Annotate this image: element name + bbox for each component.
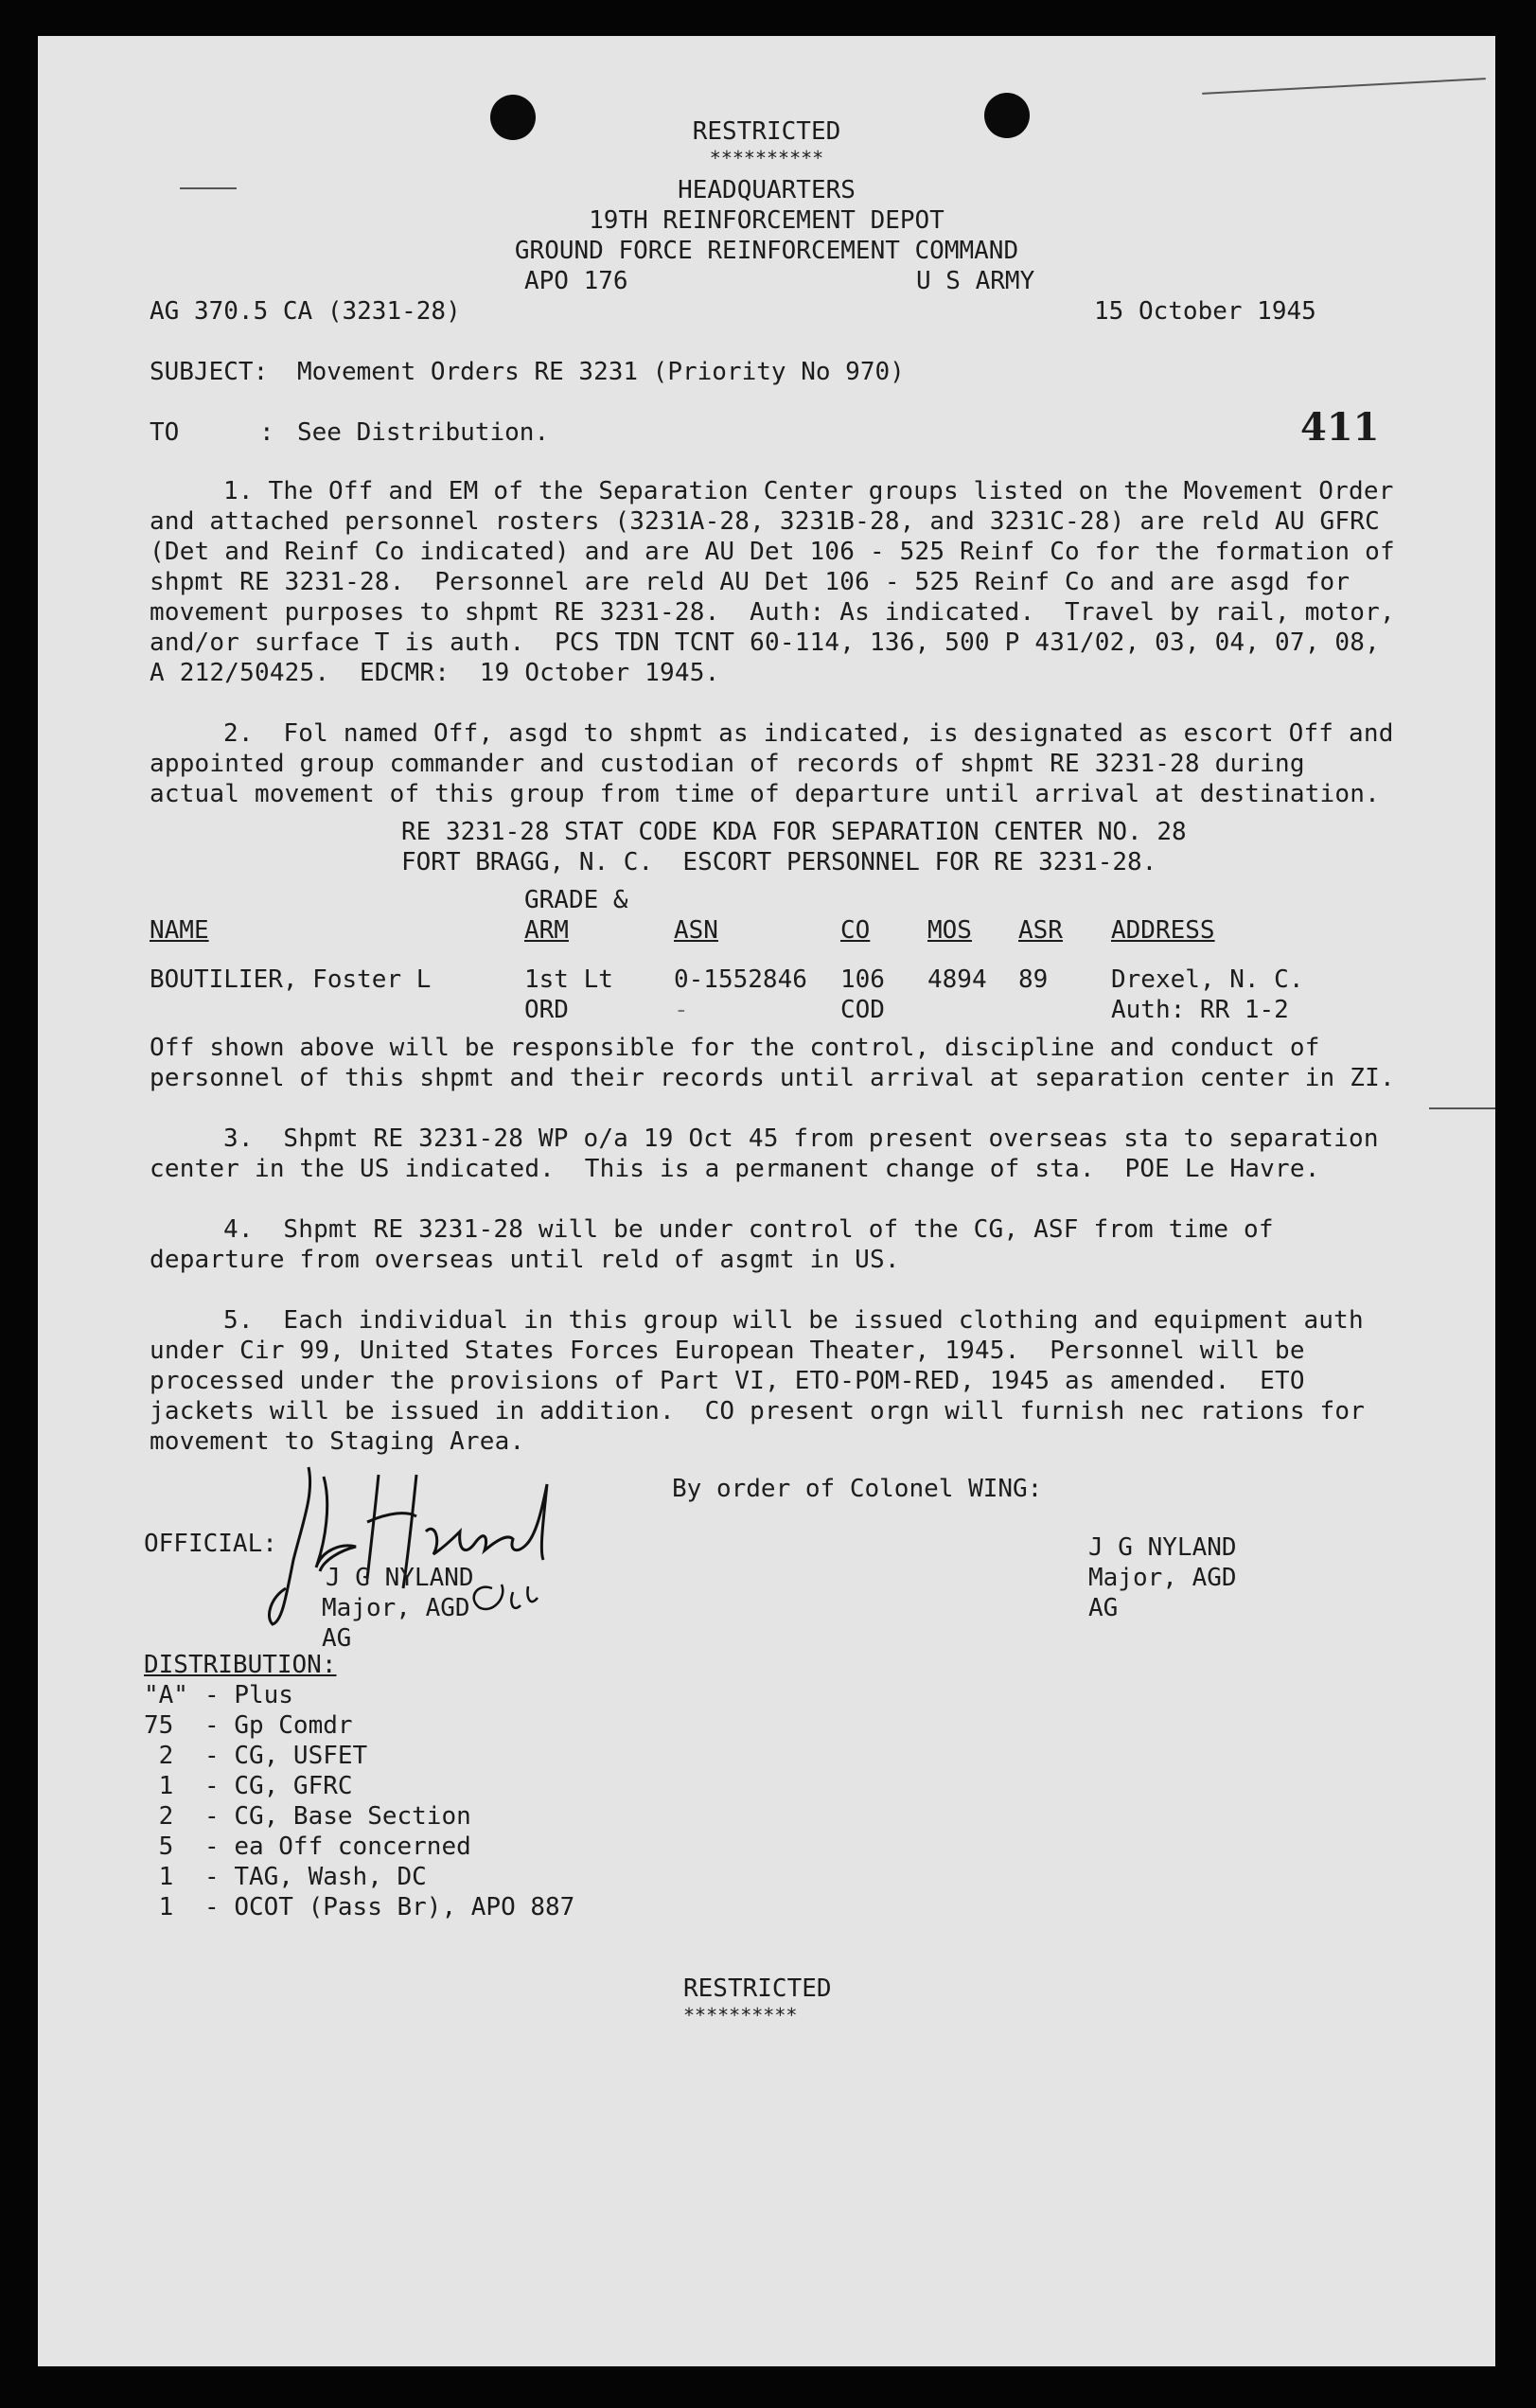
distribution-qty: 1: [144, 1863, 174, 1891]
para2-line: appointed group commander and custodian of records of shpmt RE 3231-28 during: [150, 750, 1305, 778]
para1-line: 1. The Off and EM of the Separation Center groups listed on the Movement Order: [223, 477, 1394, 505]
stat-code-line: FORT BRAGG, N. C. ESCORT PERSONNEL FOR RE 3231-28.: [401, 848, 1157, 876]
para4-line: departure from overseas until reld of asgmt in US.: [150, 1246, 900, 1274]
distribution-qty: 1: [144, 1893, 174, 1921]
row-asn: 0-1552846: [674, 965, 807, 994]
para1-line: and/or surface T is auth. PCS TDN TCNT 60-114, 136, 500 P 431/02, 03, 04, 07, 08,: [150, 629, 1380, 657]
official-label: OFFICIAL:: [144, 1530, 277, 1558]
stray-mark: [1429, 1107, 1495, 1109]
hq-line: HEADQUARTERS: [678, 176, 856, 204]
depot-line: 19TH REINFORCEMENT DEPOT: [589, 206, 945, 235]
distribution-dest: - Gp Comdr: [204, 1711, 353, 1740]
apo-line: APO 176: [524, 267, 628, 295]
restricted-top: RESTRICTED: [692, 117, 841, 146]
para2b-line: personnel of this shpmt and their records until arrival at separation center in ZI.: [150, 1064, 1395, 1092]
distribution-dest: - ea Off concerned: [204, 1833, 471, 1861]
para2-line: actual movement of this group from time of departure until arrival at destination.: [150, 780, 1380, 808]
distribution-dest-text: CG, USFET: [234, 1742, 368, 1770]
stars-top: **********: [709, 147, 824, 169]
distribution-qty: 75: [144, 1711, 174, 1740]
row-co: 106: [840, 965, 885, 994]
distribution-dest-text: ea Off concerned: [234, 1833, 471, 1861]
row-asn-sub: -: [674, 996, 689, 1024]
distribution-dest: - Plus: [204, 1681, 293, 1709]
para4-line: 4. Shpmt RE 3231-28 will be under control of the CG, ASF from time of: [223, 1215, 1274, 1244]
stray-mark: [1202, 78, 1486, 95]
distribution-dest: - CG, Base Section: [204, 1802, 471, 1831]
para2b-line: Off shown above will be responsible for the control, discipline and conduct of: [150, 1034, 1320, 1062]
distribution-qty: 5: [144, 1833, 174, 1861]
para5-line: under Cir 99, United States Forces European Theater, 1945. Personnel will be: [150, 1337, 1305, 1365]
distribution-dest-text: CG, Base Section: [234, 1802, 471, 1831]
header-co: CO: [840, 916, 871, 945]
left-signer-name: J G NYLAND: [326, 1564, 474, 1592]
row-mos: 4894: [927, 965, 987, 994]
subject-label: SUBJECT:: [150, 358, 269, 386]
header-mos: MOS: [927, 916, 972, 945]
distribution-dest-text: Plus: [234, 1681, 293, 1709]
para5-line: movement to Staging Area.: [150, 1427, 525, 1456]
right-signer-rank: Major, AGD: [1088, 1564, 1237, 1592]
para5-line: jackets will be issued in addition. CO present orgn will furnish nec rations for: [150, 1397, 1366, 1425]
para5-line: processed under the provisions of Part VI, ETO-POM-RED, 1945 as amended. ETO: [150, 1367, 1305, 1395]
distribution-qty: 2: [144, 1742, 174, 1770]
para1-line: shpmt RE 3231-28. Personnel are reld AU Det 106 - 525 Reinf Co and are asgd for: [150, 568, 1351, 596]
row-asr: 89: [1018, 965, 1049, 994]
distribution-dest-text: Gp Comdr: [234, 1711, 353, 1740]
stat-code-line: RE 3231-28 STAT CODE KDA FOR SEPARATION CENTER NO. 28: [401, 818, 1187, 846]
distribution-dest: - TAG, Wash, DC: [204, 1863, 427, 1891]
to-text: See Distribution.: [297, 418, 550, 447]
row-auth: Auth: RR 1-2: [1111, 996, 1289, 1024]
page-number: 411: [1300, 405, 1380, 450]
para3-line: 3. Shpmt RE 3231-28 WP o/a 19 Oct 45 from present overseas sta to separation: [223, 1124, 1379, 1153]
document-date: 15 October 1945: [1094, 297, 1316, 326]
row-address: Drexel, N. C.: [1111, 965, 1304, 994]
para5-line: 5. Each individual in this group will be issued clothing and equipment auth: [223, 1306, 1364, 1335]
para2-line: 2. Fol named Off, asgd to shpmt as indicated, is designated as escort Off and: [223, 719, 1394, 748]
left-signer-unit: AG: [322, 1624, 352, 1653]
row-name: BOUTILIER, Foster L: [150, 965, 432, 994]
command-line: GROUND FORCE REINFORCEMENT COMMAND: [514, 237, 1019, 265]
document-page: [38, 36, 1495, 2366]
header-grade-top: GRADE &: [524, 886, 628, 914]
para1-line: A 212/50425. EDCMR: 19 October 1945.: [150, 659, 720, 687]
distribution-qty: 1: [144, 1772, 174, 1800]
subject-text: Movement Orders RE 3231 (Priority No 970): [297, 358, 905, 386]
distribution-dest-text: CG, GFRC: [234, 1772, 353, 1800]
distribution-dest: - OCOT (Pass Br), APO 887: [204, 1893, 575, 1921]
file-reference: AG 370.5 CA (3231-28): [150, 297, 461, 326]
row-co-sub: COD: [840, 996, 885, 1024]
header-asn: ASN: [674, 916, 718, 945]
stars-bottom: **********: [683, 2004, 798, 2027]
distribution-dest-text: TAG, Wash, DC: [234, 1863, 427, 1891]
para3-line: center in the US indicated. This is a permanent change of sta. POE Le Havre.: [150, 1155, 1320, 1183]
distribution-dest-text: OCOT (Pass Br), APO 887: [234, 1893, 575, 1921]
restricted-bottom: RESTRICTED: [683, 1974, 832, 2003]
distribution-dest: - CG, GFRC: [204, 1772, 353, 1800]
by-order-line: By order of Colonel WING:: [672, 1475, 1043, 1503]
header-address: ADDRESS: [1111, 916, 1215, 945]
distribution-title: DISTRIBUTION:: [144, 1651, 337, 1679]
right-signer-unit: AG: [1088, 1594, 1119, 1622]
header-grade: ARM: [524, 916, 569, 945]
para1-line: movement purposes to shpmt RE 3231-28. Auth: As indicated. Travel by rail, motor,: [150, 598, 1395, 627]
row-grade: 1st Lt: [524, 965, 613, 994]
header-name: NAME: [150, 916, 209, 945]
right-signer-name: J G NYLAND: [1088, 1533, 1237, 1562]
row-arm: ORD: [524, 996, 569, 1024]
distribution-qty: 2: [144, 1802, 174, 1831]
left-signer-rank: Major, AGD: [322, 1594, 470, 1622]
distribution-dest: - CG, USFET: [204, 1742, 368, 1770]
header-asr: ASR: [1018, 916, 1063, 945]
to-colon: :: [259, 418, 274, 447]
para1-line: and attached personnel rosters (3231A-28, 3231B-28, and 3231C-28) are reld AU GFRC: [150, 507, 1380, 536]
to-label: TO: [150, 418, 180, 447]
army-line: U S ARMY: [916, 267, 1035, 295]
para1-line: (Det and Reinf Co indicated) and are AU Det 106 - 525 Reinf Co for the formation of: [150, 538, 1395, 566]
distribution-qty: "A": [144, 1681, 188, 1709]
